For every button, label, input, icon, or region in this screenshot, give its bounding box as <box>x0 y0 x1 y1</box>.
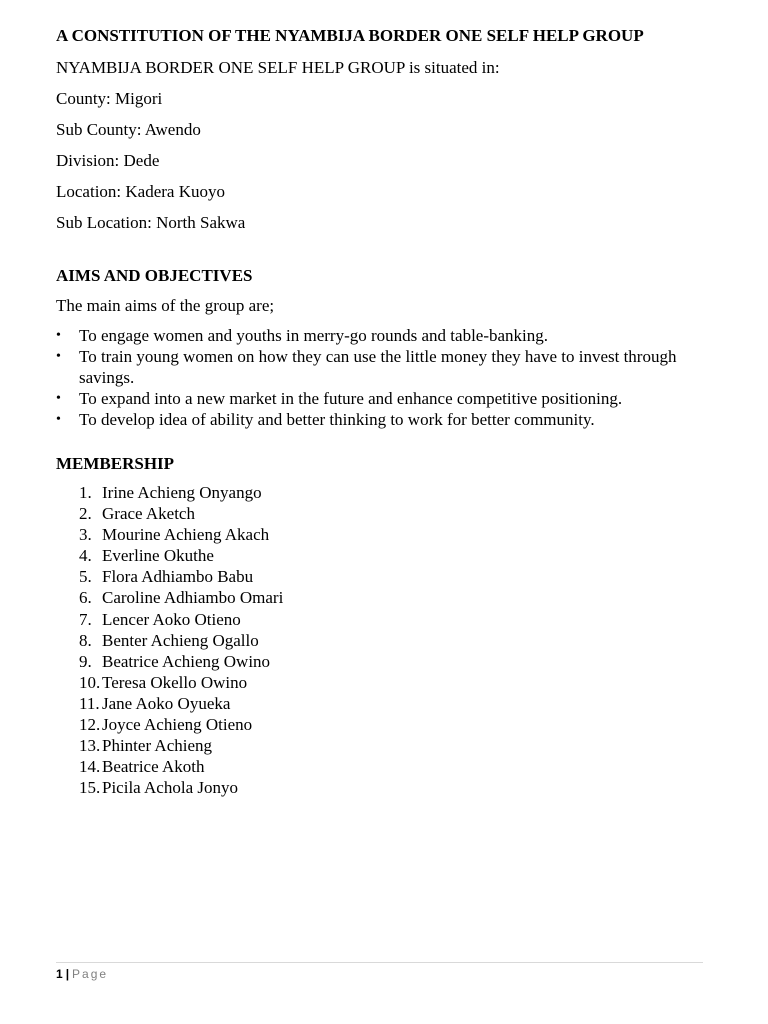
division-line: Division: Dede <box>56 151 160 170</box>
bullet-icon: • <box>56 349 61 364</box>
member-list-item <box>56 545 706 566</box>
member-number: 5. <box>79 567 92 587</box>
member-name: Joyce Achieng Otieno <box>102 715 253 735</box>
member-name: Caroline Adhiambo Omari <box>102 588 284 608</box>
member-list-item <box>56 672 706 693</box>
location-line: Location: Kadera Kuoyo <box>56 182 225 201</box>
member-number: 6. <box>79 588 92 608</box>
member-name: Beatrice Achieng Owino <box>102 651 271 671</box>
membership-heading: MEMBERSHIP <box>56 454 175 473</box>
member-name: Teresa Okello Owino <box>102 672 248 692</box>
aim-text: To engage women and youths in merry-go rounds and table-banking. <box>79 326 549 345</box>
member-list-item <box>56 587 706 608</box>
member-number: 7. <box>79 609 92 629</box>
member-number: 8. <box>79 630 92 650</box>
member-number: 11. <box>79 693 100 713</box>
page-word: Page <box>72 967 109 981</box>
member-number: 15. <box>79 778 101 798</box>
document-title: A CONSTITUTION OF THE NYAMBIJA BORDER ONE SELF HELP GROUP <box>56 26 644 45</box>
member-name: Benter Achieng Ogallo <box>102 630 259 650</box>
member-number: 3. <box>79 525 92 545</box>
member-number: 9. <box>79 651 92 671</box>
member-number: 10. <box>79 672 101 692</box>
member-name: Beatrice Akoth <box>102 757 205 777</box>
member-list-item <box>56 714 706 735</box>
document-page <box>56 24 706 798</box>
footer-separator: | <box>65 967 70 981</box>
aims-heading: AIMS AND OBJECTIVES <box>56 266 253 285</box>
member-list-item <box>56 651 706 672</box>
location-intro-line: NYAMBIJA BORDER ONE SELF HELP GROUP is situated in: <box>56 58 500 77</box>
member-number: 4. <box>79 546 92 566</box>
members-list <box>56 482 706 798</box>
aim-text: To develop idea of ability and better thinking to work for better community. <box>79 410 595 429</box>
aims-intro: The main aims of the group are; <box>56 296 275 315</box>
member-list-item <box>56 756 706 777</box>
member-number: 14. <box>79 757 101 777</box>
sub-location-line: Sub Location: North Sakwa <box>56 213 246 232</box>
member-number: 13. <box>79 736 101 756</box>
aims-list <box>56 325 706 430</box>
member-name: Phinter Achieng <box>102 736 213 756</box>
member-list-item <box>56 524 706 545</box>
member-list-item <box>56 735 706 756</box>
member-name: Everline Okuthe <box>102 546 214 566</box>
member-name: Lencer Aoko Otieno <box>102 609 241 629</box>
member-name: Grace Aketch <box>102 504 195 524</box>
page-footer <box>56 962 703 982</box>
member-name: Mourine Achieng Akach <box>102 525 270 545</box>
aims-list-item <box>56 388 706 409</box>
member-list-item <box>56 503 706 524</box>
member-list-item <box>56 482 706 503</box>
bullet-icon: • <box>56 412 61 427</box>
aims-list-item <box>56 409 706 430</box>
member-list-item <box>56 630 706 651</box>
member-number: 1. <box>79 483 92 502</box>
member-name: Flora Adhiambo Babu <box>102 567 254 587</box>
member-number: 2. <box>79 504 92 524</box>
aim-text: To train young women on how they can use the little money they have to invest through savings. <box>79 347 677 387</box>
member-number: 12. <box>79 715 101 735</box>
aim-text: To expand into a new market in the future and enhance competitive positioning. <box>79 389 623 408</box>
member-name: Jane Aoko Oyueka <box>102 693 231 713</box>
county-line: County: Migori <box>56 89 163 108</box>
sub-county-line: Sub County: Awendo <box>56 120 201 139</box>
member-list-item <box>56 693 706 714</box>
member-list-item <box>56 777 706 798</box>
aims-list-item <box>56 346 706 388</box>
member-name: Irine Achieng Onyango <box>102 483 262 502</box>
bullet-icon: • <box>56 391 61 406</box>
member-name: Picila Achola Jonyo <box>102 778 238 798</box>
member-list-item <box>56 609 706 630</box>
page-number: 1 <box>56 967 63 981</box>
bullet-icon: • <box>56 328 61 343</box>
aims-list-item <box>56 325 706 346</box>
member-list-item <box>56 566 706 587</box>
